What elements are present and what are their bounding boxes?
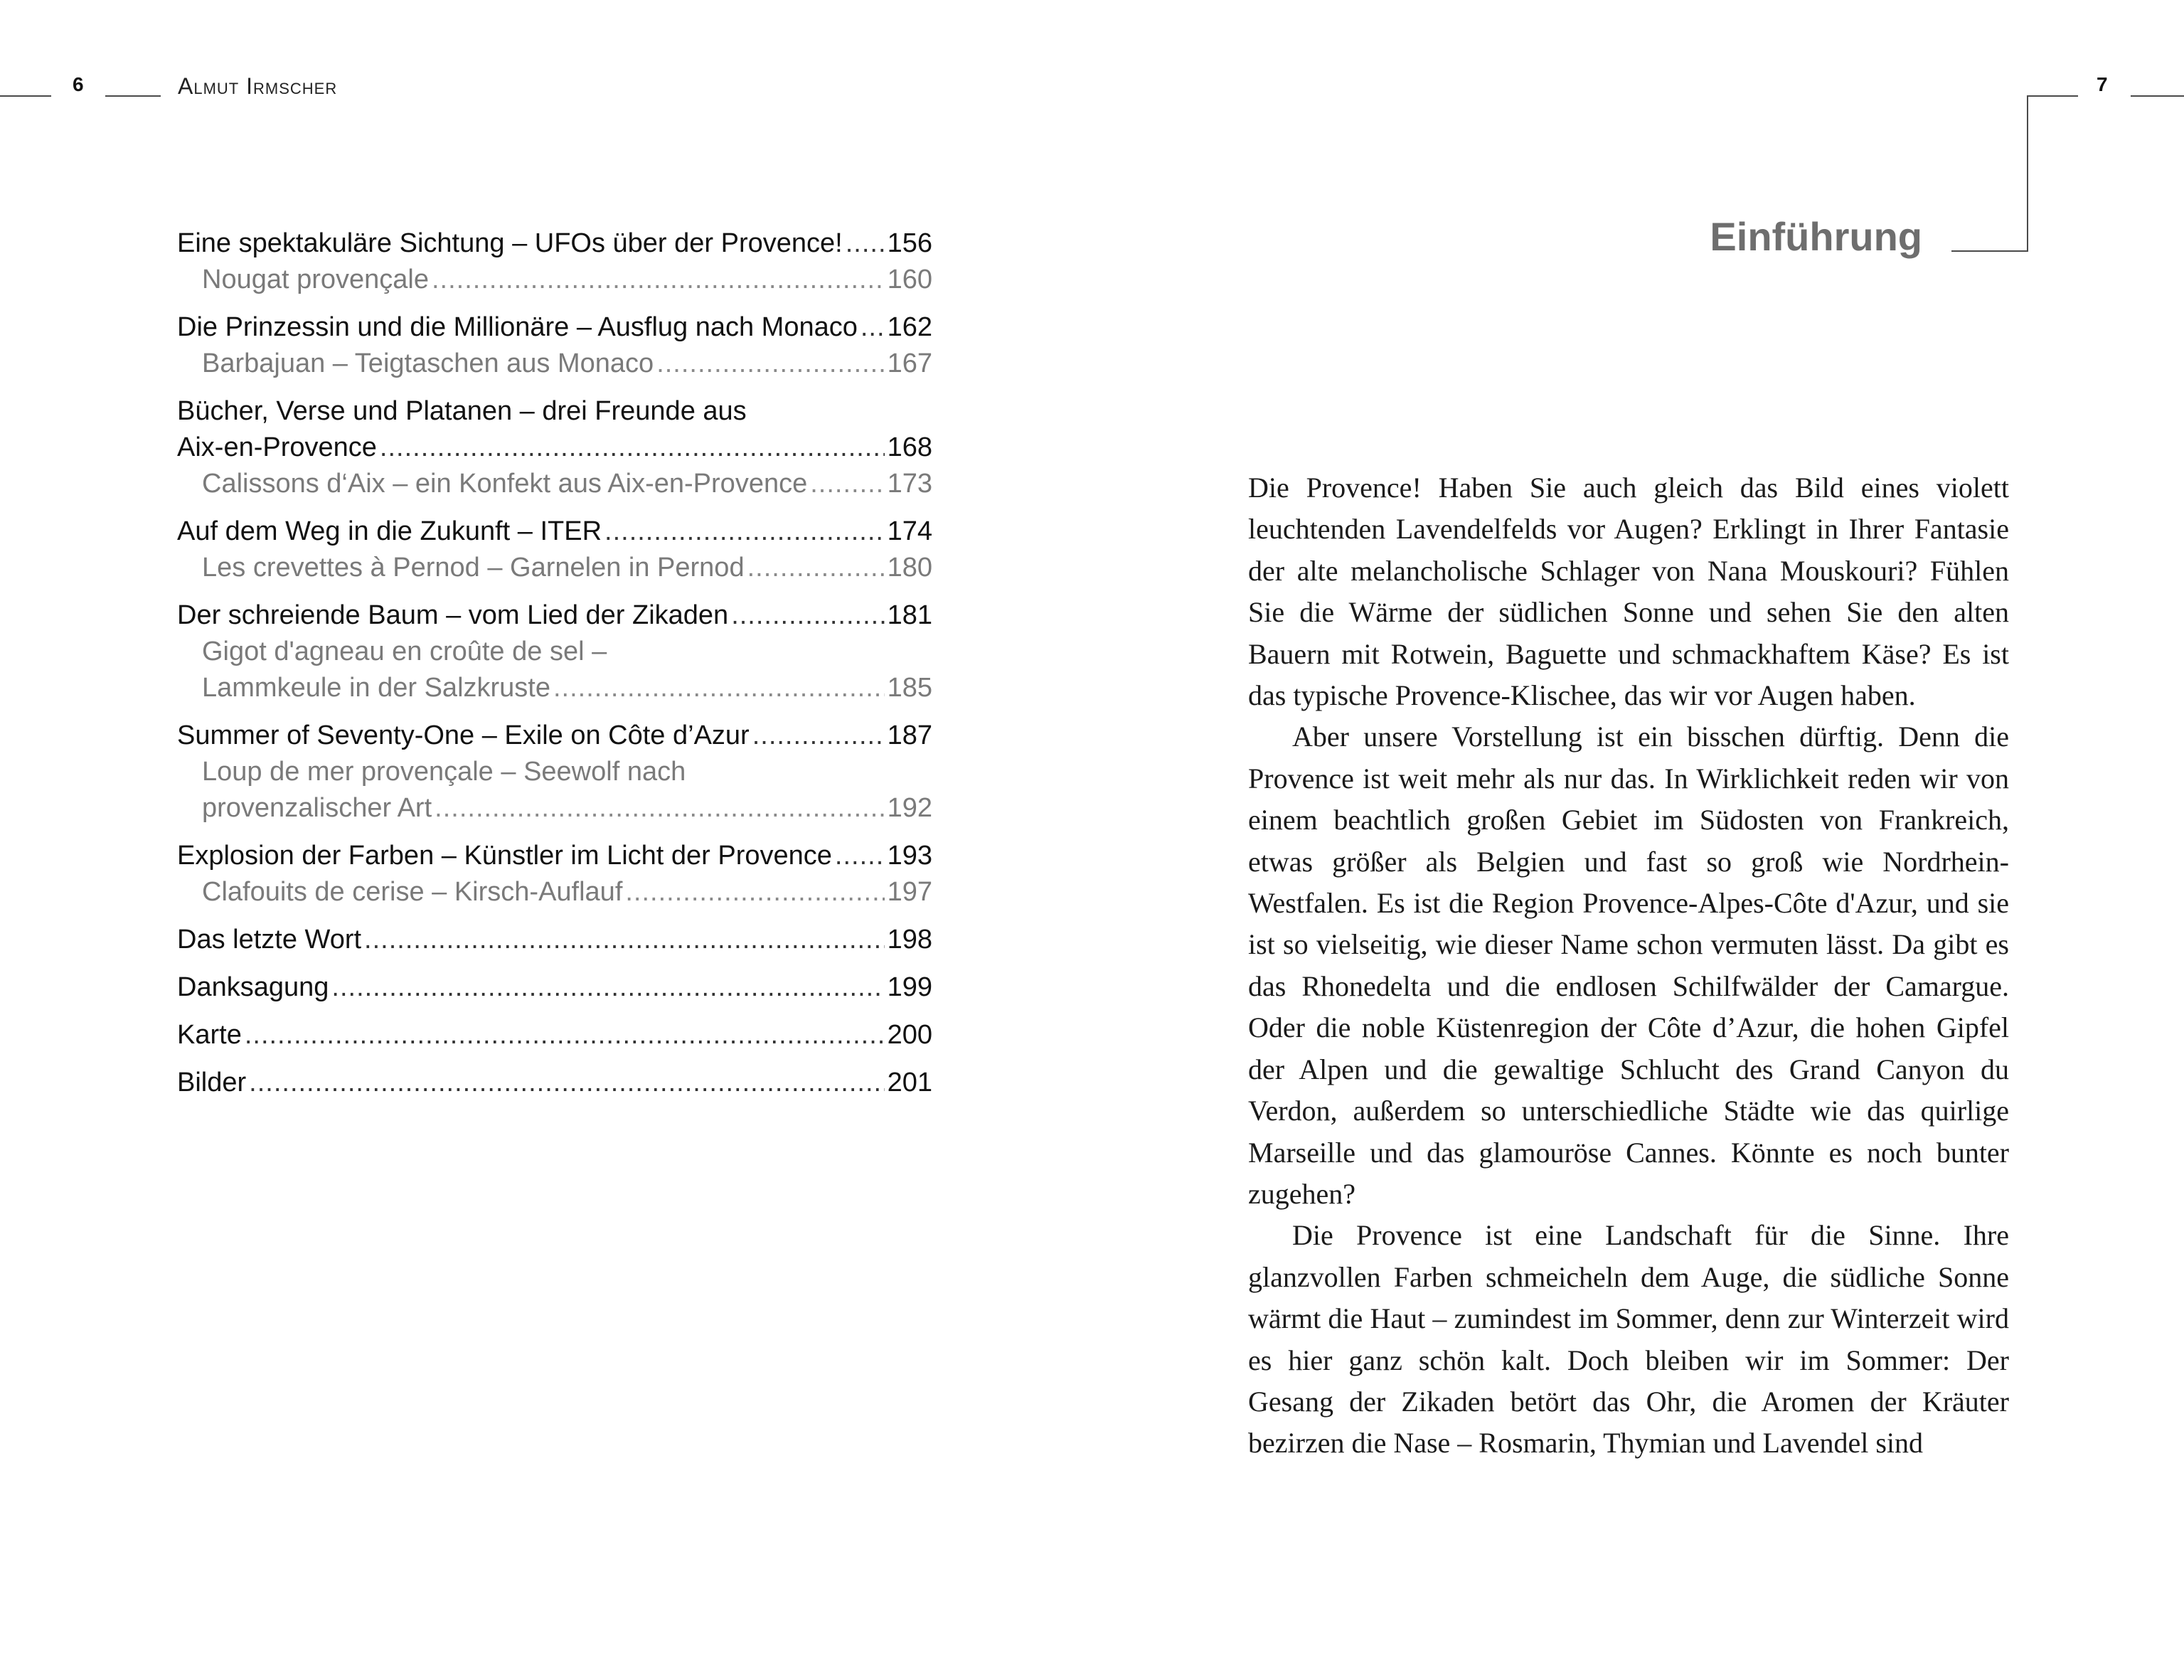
- chapter-title: Einführung: [1710, 214, 1922, 259]
- toc-entry: [177, 1065, 932, 1101]
- header-rule-left-inner: [105, 95, 161, 97]
- toc-main-line[interactable]: [177, 1017, 932, 1053]
- toc-leader-dots: [432, 262, 885, 298]
- toc-leader-dots: [846, 225, 885, 262]
- toc-page: 198: [887, 925, 932, 955]
- toc-entry: [177, 1017, 932, 1053]
- toc-leader-dots: [604, 514, 885, 550]
- toc-leader-dots: [835, 838, 885, 874]
- toc-sub-line[interactable]: [177, 466, 932, 502]
- toc-sub-line[interactable]: [177, 670, 932, 706]
- toc-title: Das letzte Wort: [177, 925, 362, 955]
- toc-sub-page: 167: [887, 349, 932, 378]
- toc-leader-dots: [861, 309, 885, 346]
- running-head-author: Almut Irmscher: [178, 73, 338, 99]
- chapter-bracket-horizontal: [1951, 250, 2028, 252]
- toc-leader-dots: [656, 346, 884, 382]
- toc-entry: [177, 597, 932, 706]
- toc-leader-dots: [810, 466, 884, 502]
- toc-entry: [177, 309, 932, 382]
- toc-title: Danksagung: [177, 972, 329, 1002]
- toc-sub-title: Clafouits de cerise – Kirsch-Auflauf: [202, 877, 623, 907]
- toc-sub-title-line2: Lammkeule in der Salzkruste: [202, 673, 550, 703]
- toc-main-line[interactable]: [177, 969, 932, 1006]
- toc-page: 162: [887, 312, 932, 342]
- toc-page: 187: [887, 721, 932, 750]
- toc-title: Eine spektakuläre Sichtung – UFOs über der Provence!: [177, 228, 843, 258]
- paragraph: Die Provence! Haben Sie auch gleich das Bild eines violett leuchtenden Lavendelfelds vor Augen? Erklingt in Ihrer Fantasie der alte melancholische Schlager von Nana Mouskouri? Fühlen Sie die Wärme der südlichen Sonne und sehen Sie den alten Bauern mit Rotwein, Baguette und schmackhaftem Käse? Es ist das typische Provence-Klischee, das wir vor Augen haben.: [1248, 472, 2009, 712]
- toc-main-line[interactable]: [177, 922, 932, 958]
- toc-title-line2: Aix-en-Provence: [177, 432, 377, 462]
- toc-sub-title-line1[interactable]: Loup de mer provençale – Seewolf nach: [202, 757, 686, 787]
- toc-leader-dots: [364, 922, 885, 958]
- toc-page: 193: [887, 841, 932, 871]
- toc-sub-title-line1[interactable]: Gigot d'agneau en croûte de sel –: [202, 637, 607, 666]
- toc-title-line1[interactable]: Bücher, Verse und Platanen – drei Freunde aus: [177, 396, 747, 426]
- header-rule-right-outer: [2131, 95, 2184, 97]
- toc-entry: [177, 514, 932, 586]
- paragraph: Aber unsere Vorstellung ist ein bisschen dürftig. Denn die Provence ist weit mehr als nur das. In Wirklichkeit reden wir von einem beachtlich großen Gebiet im Südosten von Frankreich, etwas größer als Belgien und fast so groß wie Nordrhein-Westfalen. Es ist die Region Provence-Alpes-Côte d'Azur, und sie ist so vielseitig, wie dieser Name schon vermuten lässt. Da gibt es das Rhonedelta und die endlosen Schilfwälder der Camargue. Oder die noble Küstenregion der Côte d’Azur, die hohen Gipfel der Alpen und die gewaltige Schlucht des Grand Canyon du Verdon, außerdem so unterschiedliche Städte wie das quirlige Marseille und das glamouröse Cannes. Könnte es noch bunter zugehen?: [1248, 721, 2009, 1210]
- toc-leader-dots: [435, 790, 884, 826]
- toc-main-line[interactable]: [177, 225, 932, 262]
- toc-sub-page: 192: [887, 793, 932, 823]
- toc-main-line[interactable]: [177, 597, 932, 634]
- toc-title: Explosion der Farben – Künstler im Licht der Provence: [177, 841, 832, 871]
- toc-sub-page: 173: [887, 469, 932, 499]
- toc-sub-page: 160: [887, 265, 932, 294]
- toc-sub-title-line2: provenzalischer Art: [202, 793, 432, 823]
- toc-sub-line[interactable]: [177, 262, 932, 298]
- toc-sub-title: Les crevettes à Pernod – Garnelen in Pernod: [202, 553, 745, 583]
- toc-sub-line[interactable]: [177, 550, 932, 586]
- toc-sub-title: Calissons d‘Aix – ein Konfekt aus Aix-en-Provence: [202, 469, 808, 499]
- toc-main-line[interactable]: [177, 718, 932, 754]
- toc-leader-dots: [245, 1017, 885, 1053]
- paragraph: Die Provence ist eine Landschaft für die Sinne. Ihre glanzvollen Farben schmeicheln dem Auge, die südliche Sonne wärmt die Haut – zumindest im Sommer, denn zur Winterzeit wird es hier ganz schön kalt. Doch bleiben wir im Sommer: Der Gesang der Zikaden betört das Ohr, die Aromen der Kräuter bezirzen die Nase – Rosmarin, Thymian und Lavendel sind: [1248, 1219, 2009, 1460]
- toc-page: 201: [887, 1068, 932, 1097]
- toc-sub-title: Nougat provençale: [202, 265, 429, 294]
- toc-sub-line[interactable]: [177, 874, 932, 910]
- header-rule-right-top: [2027, 95, 2078, 97]
- toc-entry: [177, 838, 932, 910]
- toc-main-line[interactable]: [177, 1065, 932, 1101]
- toc-leader-dots: [752, 718, 885, 754]
- toc-entry: [177, 393, 932, 502]
- toc-title: Die Prinzessin und die Millionäre – Ausflug nach Monaco: [177, 312, 858, 342]
- toc-entry: [177, 969, 932, 1006]
- toc-main-line[interactable]: [177, 838, 932, 874]
- toc-leader-dots: [380, 430, 885, 466]
- toc-title: Bilder: [177, 1068, 247, 1097]
- toc-page: 181: [887, 600, 932, 630]
- toc-sub-page: 197: [887, 877, 932, 907]
- toc-title: Summer of Seventy-One – Exile on Côte d’Azur: [177, 721, 750, 750]
- toc-main-line[interactable]: [177, 309, 932, 346]
- toc-leader-dots: [625, 874, 884, 910]
- toc-sub-line[interactable]: [177, 346, 932, 382]
- toc-page: 168: [887, 432, 932, 462]
- chapter-bracket-vertical: [2027, 95, 2028, 252]
- chapter-body-text: [1248, 467, 2009, 1464]
- toc-title: Der schreiende Baum – vom Lied der Zikaden: [177, 600, 729, 630]
- toc-sub-page: 185: [887, 673, 932, 703]
- toc-leader-dots: [249, 1065, 884, 1101]
- right-page-number: 7: [2097, 73, 2108, 95]
- toc-title: Karte: [177, 1020, 242, 1050]
- toc-entry: [177, 718, 932, 826]
- toc-entry: [177, 225, 932, 298]
- toc-page: 174: [887, 516, 932, 546]
- table-of-contents: [177, 225, 932, 1112]
- header-rule-left-outer: [0, 95, 51, 97]
- toc-leader-dots: [747, 550, 885, 586]
- toc-entry: [177, 922, 932, 958]
- toc-sub-line[interactable]: [177, 790, 932, 826]
- toc-page: 200: [887, 1020, 932, 1050]
- toc-sub-page: 180: [887, 553, 932, 583]
- toc-main-line[interactable]: [177, 514, 932, 550]
- toc-leader-dots: [731, 597, 884, 634]
- toc-title: Auf dem Weg in die Zukunft – ITER: [177, 516, 602, 546]
- toc-sub-title: Barbajuan – Teigtaschen aus Monaco: [202, 349, 654, 378]
- toc-leader-dots: [553, 670, 885, 706]
- toc-page: 156: [887, 228, 932, 258]
- toc-leader-dots: [331, 969, 884, 1006]
- toc-main-line[interactable]: [177, 430, 932, 466]
- toc-page: 199: [887, 972, 932, 1002]
- left-page-number: 6: [73, 73, 84, 95]
